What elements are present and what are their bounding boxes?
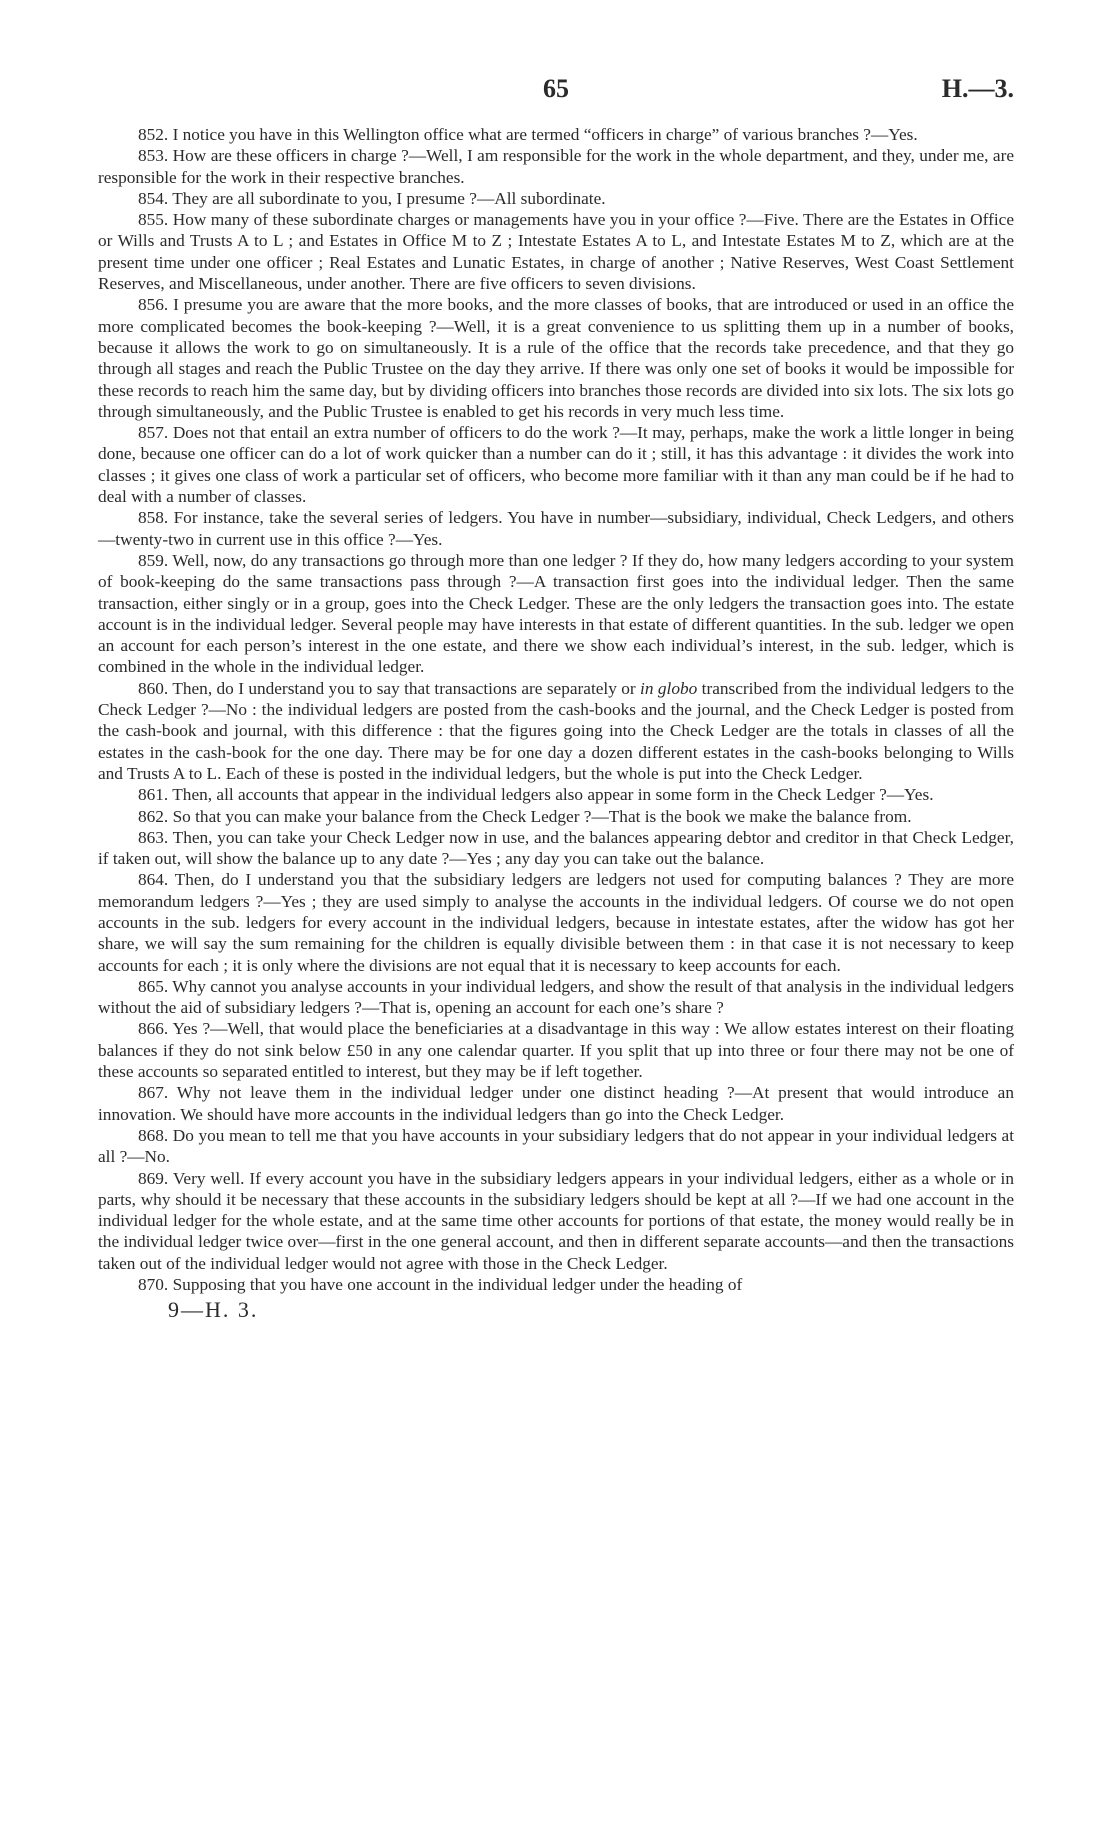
paragraph-859: 859. Well, now, do any transactions go through more than one ledger ? If they do, how many ledgers according to your system of book-keeping do the same transactions pass through ?—A transaction first goes into the individual ledger. Then the same transaction, either singly or in a group, goes into the Check Ledger. These are the only ledgers the transaction goes into. The estate account is in the individual ledger. Several people may have interests in that estate of different quantities. In the sub. ledger we open an account for each person’s interest in the one estate, and there we show each individual’s interest, in the sub. ledger, which is combined in the whole in the individual ledger.: [98, 550, 1014, 677]
latin-phrase: in globo: [640, 678, 698, 698]
paragraph-869: 869. Very well. If every account you have in the subsidiary ledgers appears in your individual ledgers, either as a whole or in parts, why should it be necessary that these accounts in the subsidiary ledgers should be kept at all ?—If we had one account in the individual ledger for the whole estate, and at the same time other accounts for portions of that estate, the money would really be in the individual ledger twice over—first in the one general account, and then in different separate accounts—and then the transactions taken out of the individual ledger would not agree with those in the Check Ledger.: [98, 1168, 1014, 1273]
paragraph-866: 866. Yes ?—Well, that would place the beneficiaries at a disadvantage in this way : We allow estates interest on their floating balances if they do not sink below £50 in any one calendar quarter. If you split that up into three or four there may not be one of these accounts so separated entitled to interest, but they may be if left together.: [98, 1019, 1014, 1082]
paragraph-858: 858. For instance, take the several series of ledgers. You have in number—subsidiary, individual, Check Ledgers, and others—twenty-two in current use in this office ?—Yes.: [98, 508, 1014, 549]
paragraph-870: 870. Supposing that you have one account in the individual ledger under the heading of: [138, 1275, 743, 1295]
page-number: 65: [543, 74, 569, 103]
paragraph-868: 868. Do you mean to tell me that you have accounts in your subsidiary ledgers that do not appear in your individual ledgers at all ?—No.: [98, 1125, 1014, 1167]
paragraph-865: 865. Why cannot you analyse accounts in your individual ledgers, and show the result of that analysis in the individual ledgers without the aid of subsidiary ledgers ?—That is, opening an account for each one’s share ?: [98, 976, 1014, 1018]
paragraph-856: 856. I presume you are aware that the more books, and the more classes of books, that are introduced or used in an office the more complicated becomes the book-keeping ?—Well, it is a great convenience to us splitting them up in a number of books, because it allows the work to go on simultaneously. It is a rule of the office that the records take precedence, and that they go through all stages and reach the Public Trustee on the day they arrive. If there was only one set of books it would be impossible for these records to reach him the same day, but by dividing officers into branches those records are divided into six lots. The six lots go through simultaneously, and the Public Trustee is enabled to get his records in very much less time.: [98, 295, 1014, 421]
paragraph-862: 862. So that you can make your balance from the Check Ledger ?—That is the book we make the balance from.: [138, 806, 912, 826]
paragraph-852: 852. I notice you have in this Wellington office what are termed “officers in charge” of various branches ?—Yes.: [138, 125, 918, 144]
body-text: [98, 124, 1014, 1295]
paragraph-861: 861. Then, all accounts that appear in the individual ledgers also appear in some form in the Check Ledger ?—Yes.: [138, 785, 934, 805]
page-header: [98, 74, 1014, 112]
paragraph-863: 863. Then, you can take your Check Ledger now in use, and the balances appearing debtor and creditor in that Check Ledger, if taken out, will show the balance up to any date ?—Yes ; any day you can take out the balance.: [98, 827, 1014, 869]
paragraph-854: 854. They are all subordinate to you, I presume ?—All subordinate.: [138, 188, 606, 208]
paragraph-864: 864. Then, do I understand you that the subsidiary ledgers are ledgers not used for computing balances ? They are more memorandum ledgers ?—Yes ; they are used simply to analyse the accounts in the individual ledgers. Of course we do not open accounts in the sub. ledgers for every account in the individual ledgers, because in intestate estates, after the widow has got her share, we will say the sum remaining for the children is equally divisible between them : in that case it is not necessary to keep accounts for each ; it is only where the divisions are not equal that it is necessary to keep accounts for each.: [98, 870, 1014, 975]
paragraph-857: 857. Does not that entail an extra number of officers to do the work ?—It may, perhaps, make the work a little longer in being done, because one officer can do a lot of work quicker than a number can do it ; still, it has this advantage : it divides the work into classes ; it gives one class of work a particular set of officers, who become more familiar with it than any man could be if he had to deal with a number of classes.: [98, 423, 1014, 507]
paragraph-855: 855. How many of these subordinate charges or managements have you in your office ?—Five. There are the Estates in Office or Wills and Trusts A to L ; and Estates in Office M to Z ; Intestate Estates A to L, and Intestate Estates M to Z, which are at the present time under one officer ; Real Estates and Lunatic Estates, in charge of another ; Native Reserves, West Coast Settlement Reserves, and Miscellaneous, under another. There are five officers to seven divisions.: [98, 210, 1014, 294]
signature-mark: 9—H. 3.: [168, 1297, 259, 1323]
paragraph-853: 853. How are these officers in charge ?—Well, I am responsible for the work in the whole department, and they, under me, are responsible for the work in their respective branches.: [98, 146, 1014, 187]
paragraph-860: 860. Then, do I understand you to say that transactions are separately or in globo transcribed from the individual ledgers to the Check Ledger ?—No : the individual ledgers are posted from the cash-books and the journal, and the Check Ledger is posted from the cash-book and journal, with this difference : that the figures going into the Check Ledger are the totals in classes of all the estates in the cash-book for the one day. There may be for one day a dozen different estates in the cash-books belonging to Wills and Trusts A to L. Each of these is posted in the individual ledgers, but the whole is put into the Check Ledger.: [98, 678, 1014, 783]
document-reference: H.—3.: [941, 74, 1014, 103]
paragraph-867: 867. Why not leave them in the individual ledger under one distinct heading ?—At present that would introduce an innovation. We should have more accounts in the individual ledgers than go into the Check Ledger.: [98, 1083, 1014, 1124]
document-page: [98, 74, 1014, 1774]
